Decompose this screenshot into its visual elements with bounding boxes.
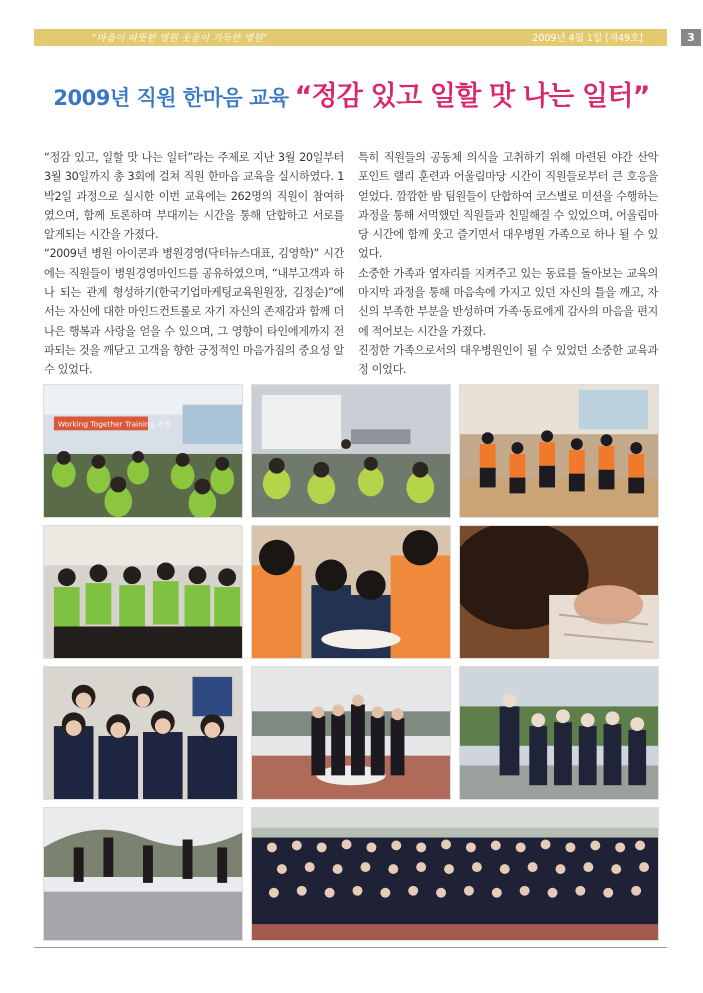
paragraph: “정감 있고, 일할 맛 나는 일터”라는 주제로 지난 3월 20일부터 3월 30일까지 총 3회에 걸쳐 직원 한마음 교육을 실시하였다. 1박2일 과정으로 실시한 이번 교육에는 262명의 직원이 참여하였으며, 함께 토론하며 부대끼는 시간을 통해 단합하고 서로를 알게되는 시간을 가졌다. [44, 151, 344, 242]
article-title-main: 2009년 직원 한마음 교육 [53, 86, 289, 110]
photo-large-group [251, 807, 659, 941]
paragraph: “2009년 병원 아이콘과 병원경영(닥터뉴스대표, 김영학)” 시간에는 직원들이 병원경영마인드를 공유하였으며, “내부고객과 하나 되는 관계 형성하기(한국기업마케팅교육원원장, 김정순)”에서는 자신에 대한 마인드컨트롤로 자기 자신의 존재감과 함께 더 나은 행복과 사랑을 얻을 수 있으며, 그 영향이 타인에게까지 전파되는 것을 깨닫고 고객을 향한 긍정적인 마음가짐의 중요성 알 수 있었다. [44, 247, 344, 377]
header-motto: "마음이 따뜻한 병원 웃음이 가득한 병원" [92, 33, 268, 44]
article-body-left [44, 148, 344, 380]
photo-writing-closeup [459, 525, 659, 659]
paragraph: 소중한 가족과 옆자리를 지켜주고 있는 동료를 돌아보는 교육의 마지막 과정을 통해 마음속에 가지고 있던 자신의 틀을 깨고, 자신의 부족한 부분을 반성하며 가족·동료에게 감사의 마음을 편지에 적어보는 시간을 가졌다. [358, 266, 658, 338]
issue-date: 2009년 4월 1일 [제49호] [532, 33, 643, 44]
article-body-right [358, 148, 658, 380]
photo-auditorium [251, 384, 451, 518]
photo-activity-floor [251, 525, 451, 659]
photo-banner-text: Working Together Training 과정 [57, 419, 171, 429]
photo-boat-group [251, 666, 451, 800]
photo-dance-orange [459, 384, 659, 518]
paragraph: 진정한 가족으로서의 대우병원인이 될 수 있었던 소중한 교육과정 이었다. [358, 343, 658, 377]
photo-jump-road [43, 807, 243, 941]
photo-lecture-hall [43, 384, 243, 518]
article-title [0, 74, 703, 113]
photo-group-portrait [43, 666, 243, 800]
article-title-sub: “정감 있고 일할 맛 나는 일터” [294, 81, 650, 112]
paragraph: 특히 직원들의 공동체 의식을 고취하기 위해 마련된 야간 산악 포인트 랠리 훈련과 어울림마당 시간이 직원들로부터 큰 호응을 얻었다. 깜깜한 밤 팀원들이 단합하여 코스별로 미션을 수행하는 과정을 통해 서먹했던 직원들과 친밀해질 수 있었으며, 어울림마당 시간에 함께 웃고 즐기면서 대우병원 가족으로 하나 될 수 있었다. [358, 151, 658, 261]
header-bar [34, 29, 695, 46]
footer-divider [34, 947, 667, 948]
photo-outdoor-group [459, 666, 659, 800]
page-number: 3 [681, 29, 701, 46]
photo-group-green [43, 525, 243, 659]
